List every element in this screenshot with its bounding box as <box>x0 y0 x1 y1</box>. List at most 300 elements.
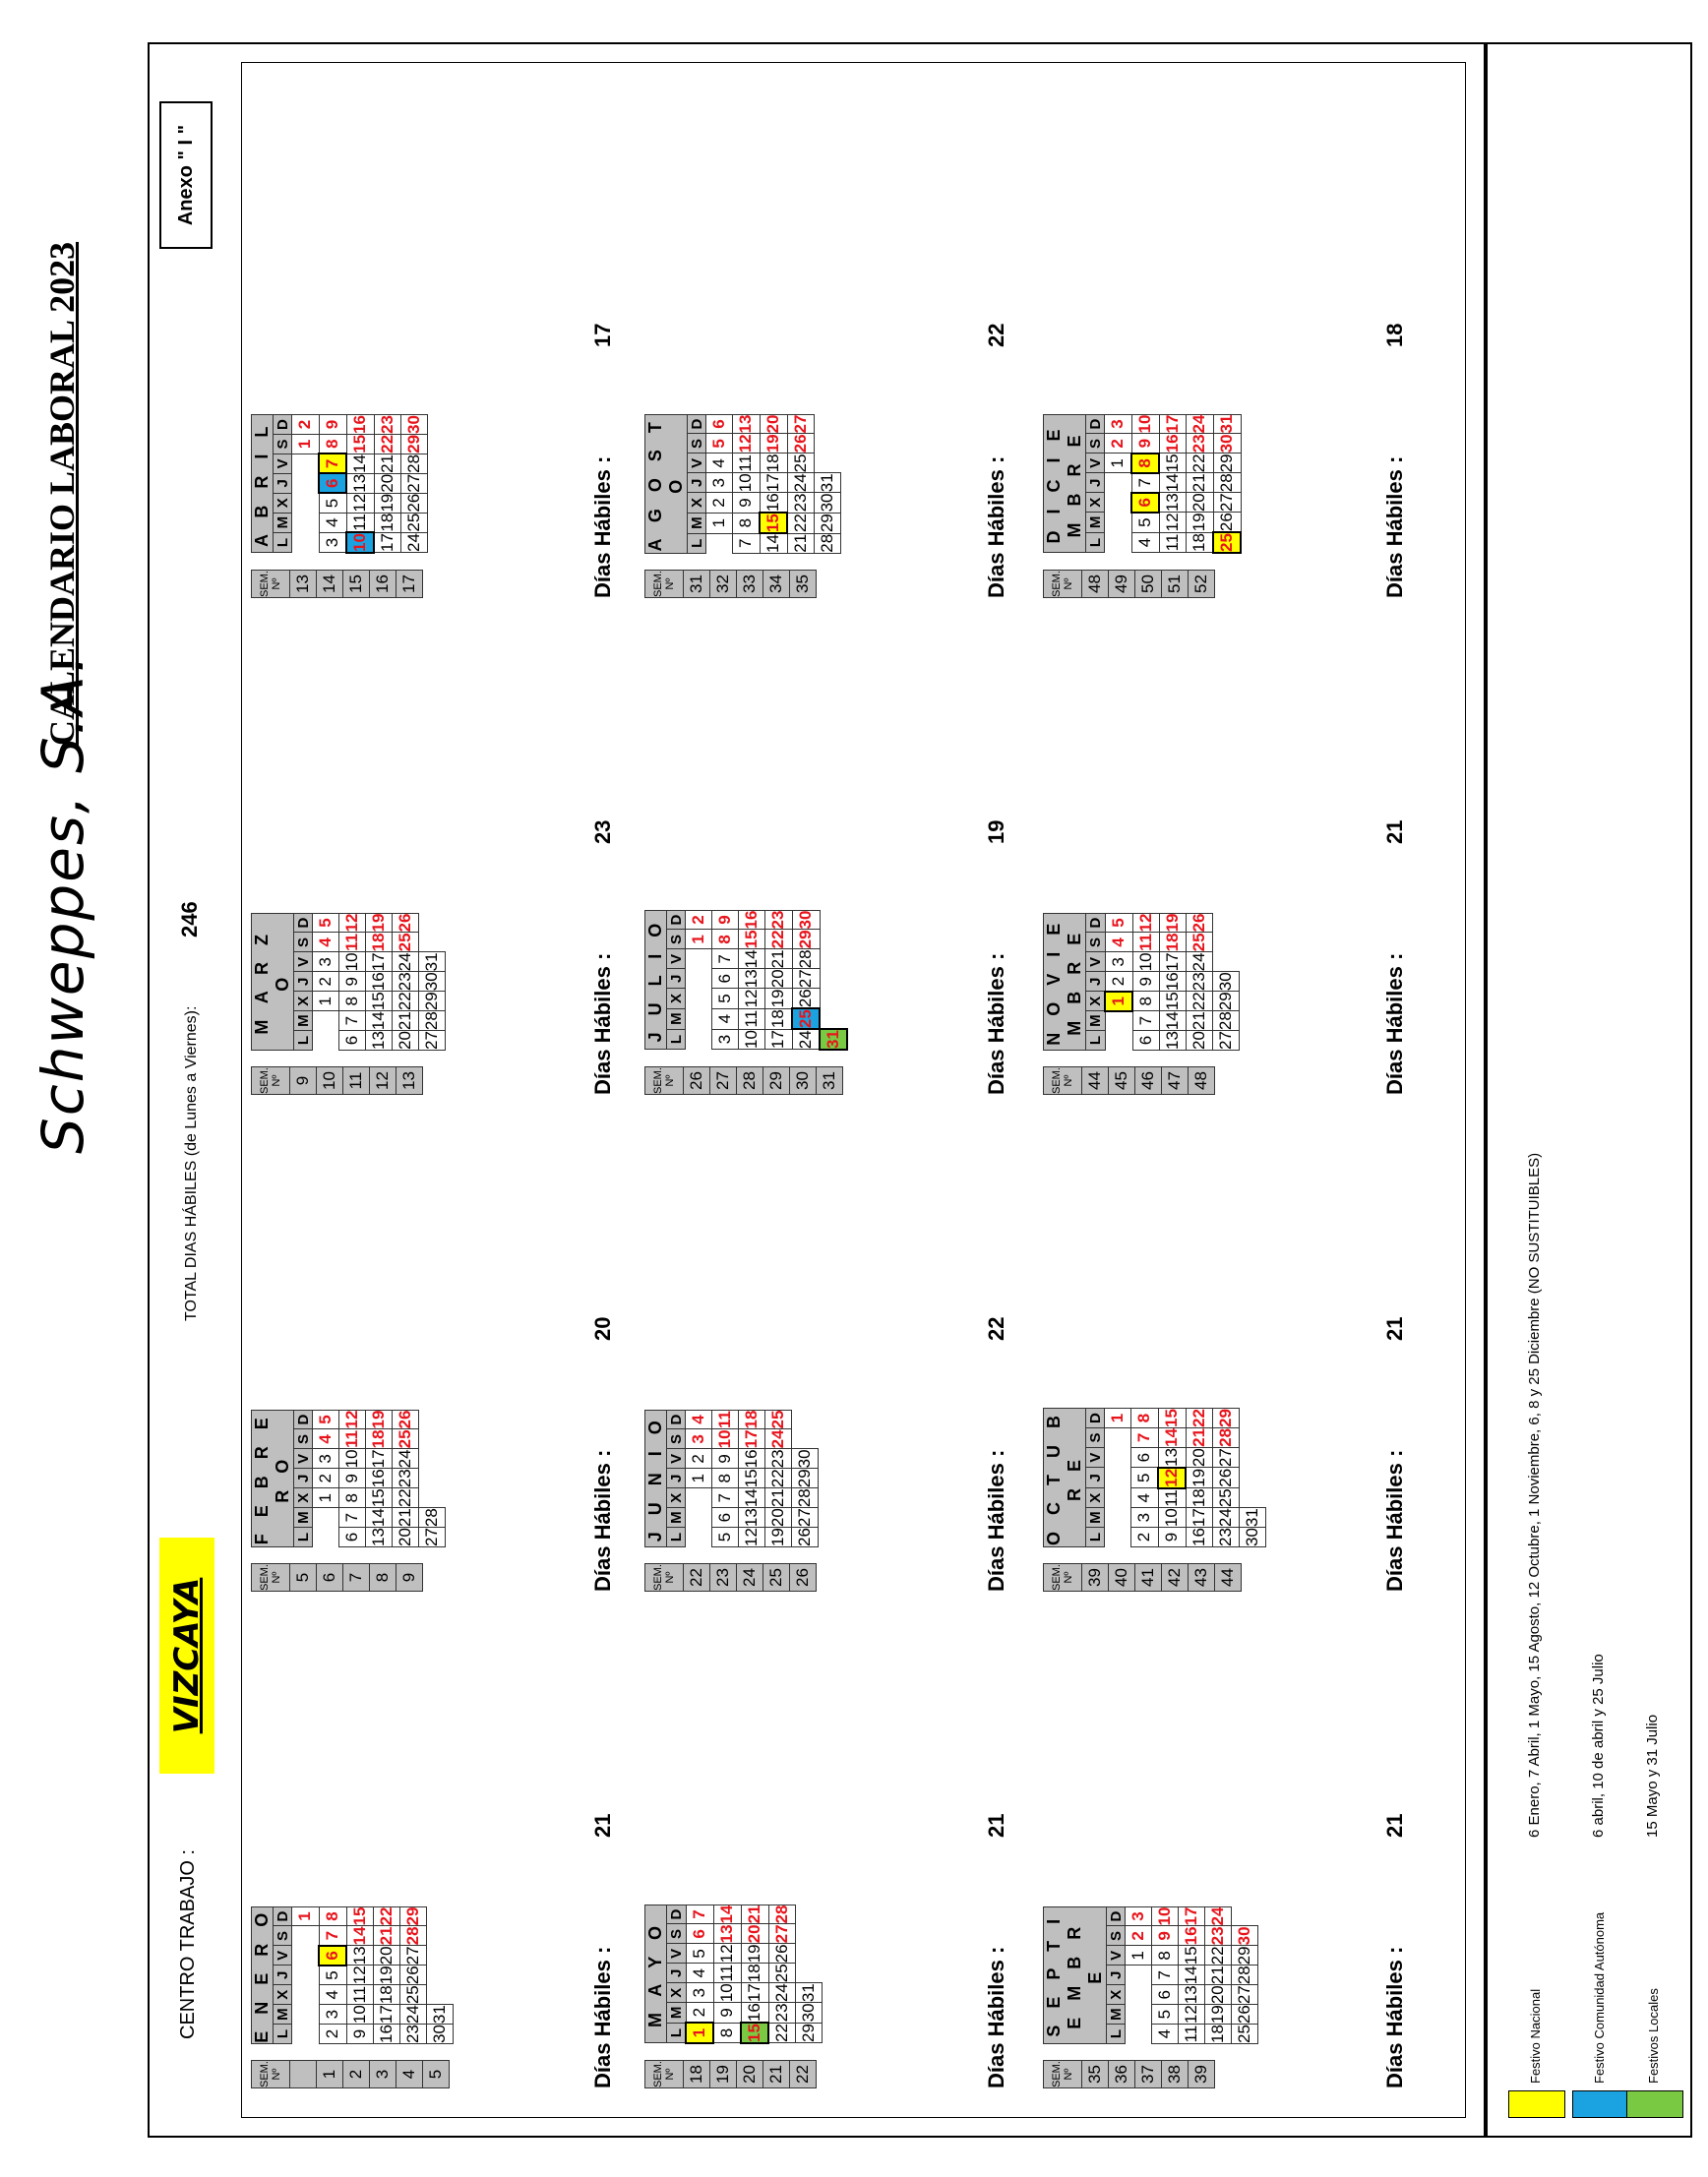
day-cell: 6 <box>686 1924 713 1944</box>
working-days-count: Días Hábiles : 21 <box>1382 819 1407 1095</box>
working-days-count: Días Hábiles : 19 <box>984 819 1008 1095</box>
day-cell: 15 <box>739 930 765 949</box>
week-number: 22 <box>790 2061 817 2088</box>
weekday-header: M <box>274 2005 292 2025</box>
day-cell: 4 <box>706 454 733 473</box>
day-cell: 4 <box>1152 2025 1179 2044</box>
week-number: 40 <box>1109 1564 1135 1592</box>
working-days-count: Días Hábiles : 23 <box>590 819 615 1095</box>
empty-cell <box>313 1508 339 1528</box>
day-cell: 30 <box>1240 1528 1266 1547</box>
week-number-column <box>1043 2060 1215 2088</box>
weekday-header: D <box>667 1410 686 1429</box>
month-name: A B R I L <box>252 415 274 553</box>
legend <box>1486 42 1692 2138</box>
weekday-header: D <box>667 1905 687 1924</box>
weekday-header: D <box>688 414 706 434</box>
week-number: 29 <box>763 1067 790 1095</box>
month-name: F E B R E R O <box>252 1410 294 1546</box>
day-cell: 16 <box>1159 434 1187 454</box>
day-cell: 2 <box>319 2025 346 2044</box>
day-cell: 23 <box>768 2003 796 2023</box>
empty-cell <box>1213 933 1240 952</box>
day-cell: 8 <box>319 1906 346 1926</box>
week-number: 2 <box>343 2061 370 2088</box>
day-cell: 2 <box>686 2003 713 2023</box>
day-cell: 31 <box>1240 1508 1266 1528</box>
week-number: 5 <box>423 2061 450 2088</box>
weekday-header: X <box>274 1985 292 2005</box>
empty-cell <box>313 1031 339 1051</box>
day-cell: 21 <box>741 1905 768 1924</box>
day-cell: 25 <box>1187 933 1213 952</box>
weekday-header: V <box>294 1449 313 1469</box>
week-number: 15 <box>343 571 370 598</box>
day-cell: 17 <box>366 1449 393 1469</box>
day-cell: 23 <box>765 910 793 930</box>
weekday-header: X <box>1086 992 1106 1011</box>
day-cell: 9 <box>733 493 761 513</box>
day-cell: 6 <box>1152 1985 1179 2005</box>
week-header: SEM. Nº <box>1044 571 1082 598</box>
working-days-value: 19 <box>984 819 1008 844</box>
day-cell: 26 <box>393 1410 419 1429</box>
holiday-cell: 25 <box>792 1008 820 1029</box>
month-calendar <box>644 910 848 1051</box>
day-cell: 6 <box>1132 1031 1160 1051</box>
day-cell: 9 <box>1132 972 1160 992</box>
day-cell: 17 <box>1186 1508 1213 1528</box>
week-number: 37 <box>1135 2061 1162 2088</box>
day-cell: 1 <box>313 1488 339 1508</box>
day-cell: 9 <box>712 1449 739 1469</box>
day-cell: 3 <box>319 2005 346 2025</box>
day-cell: 26 <box>401 493 428 513</box>
day-cell: 16 <box>1186 1528 1213 1547</box>
day-cell: 26 <box>1213 1468 1240 1488</box>
day-cell: 27 <box>792 1508 819 1528</box>
week-number: 16 <box>370 571 396 598</box>
empty-cell <box>313 1528 339 1547</box>
empty-cell <box>1213 913 1240 933</box>
day-cell: 25 <box>393 933 419 952</box>
empty-cell <box>292 454 320 473</box>
empty-cell <box>820 930 847 949</box>
empty-cell <box>292 493 320 513</box>
week-number: 35 <box>790 571 817 598</box>
empty-cell <box>686 1508 712 1528</box>
day-cell: 7 <box>1132 1011 1160 1031</box>
day-cell: 11 <box>346 1985 374 2005</box>
weekday-header: D <box>274 415 292 435</box>
empty-cell <box>419 1488 446 1508</box>
day-cell: 22 <box>1187 992 1213 1011</box>
day-cell: 20 <box>393 1528 419 1547</box>
day-cell: 15 <box>1159 454 1187 473</box>
day-cell: 20 <box>1187 1031 1213 1051</box>
day-cell: 13 <box>1179 1985 1205 2005</box>
day-cell: 16 <box>739 1449 765 1469</box>
empty-cell <box>792 1429 819 1449</box>
day-cell: 22 <box>374 1906 400 1926</box>
day-cell: 25 <box>787 454 815 473</box>
weekday-header: J <box>667 969 686 989</box>
day-cell: 22 <box>393 1488 419 1508</box>
weekday-header: D <box>1086 414 1105 434</box>
working-days-count: Días Hábiles : 17 <box>590 323 615 598</box>
weekday-header: M <box>1086 1508 1105 1528</box>
day-cell: 12 <box>339 913 366 933</box>
day-cell: 9 <box>1131 434 1159 454</box>
day-cell: 24 <box>1213 1508 1240 1528</box>
weekday-header: M <box>667 1508 686 1528</box>
day-cell: 21 <box>787 533 815 553</box>
day-cell: 25 <box>393 1429 419 1449</box>
working-days-value: 21 <box>984 1813 1008 1838</box>
day-cell: 27 <box>1213 493 1241 513</box>
week-number: 34 <box>763 571 790 598</box>
day-cell: 18 <box>1205 2025 1232 2044</box>
empty-cell <box>820 910 847 930</box>
day-cell: 22 <box>1186 1409 1213 1428</box>
day-cell: 11 <box>1179 2025 1205 2044</box>
day-cell: 19 <box>1187 513 1214 532</box>
empty-cell <box>796 1964 823 1983</box>
day-cell: 22 <box>1187 454 1214 473</box>
day-cell: 14 <box>739 1488 765 1508</box>
day-cell: 28 <box>400 1926 427 1946</box>
day-cell: 15 <box>1160 992 1187 1011</box>
empty-cell <box>820 969 847 989</box>
day-cell: 23 <box>374 415 401 435</box>
empty-cell <box>427 1906 454 1926</box>
working-days-count: Días Hábiles : 18 <box>1382 323 1407 598</box>
week-number: 30 <box>790 1067 817 1095</box>
day-cell: 23 <box>1187 972 1213 992</box>
weekday-header: S <box>1086 434 1105 454</box>
empty-cell <box>1240 1468 1266 1488</box>
holiday-cell: 10 <box>346 532 374 553</box>
working-days-value: 23 <box>590 819 615 844</box>
day-cell: 19 <box>366 913 393 933</box>
week-number-column <box>1043 1563 1242 1592</box>
day-cell: 21 <box>765 949 793 969</box>
day-cell: 1 <box>1126 1946 1152 1965</box>
empty-cell <box>419 933 446 952</box>
weekday-header: J <box>688 473 706 493</box>
day-cell: 24 <box>787 473 815 493</box>
day-cell: 5 <box>712 1528 739 1547</box>
day-cell: 19 <box>760 434 787 454</box>
week-header: SEM. Nº <box>645 1067 684 1095</box>
empty-cell <box>1126 1985 1152 2005</box>
empty-cell <box>1213 952 1240 972</box>
weekday-header: M <box>688 513 706 533</box>
day-cell: 10 <box>1131 414 1159 434</box>
day-cell: 25 <box>1213 1488 1240 1508</box>
weekday-header: L <box>274 2025 292 2044</box>
empty-cell <box>419 913 446 933</box>
day-cell: 24 <box>1205 1906 1232 1926</box>
day-cell: 14 <box>1160 1011 1187 1031</box>
empty-cell <box>1126 1965 1152 1985</box>
day-cell: 7 <box>686 1905 713 1924</box>
day-cell: 13 <box>366 1031 393 1051</box>
day-cell: 23 <box>393 1469 419 1488</box>
week-number-column <box>644 1066 843 1095</box>
legend-swatch <box>1572 2090 1629 2118</box>
day-cell: 22 <box>1205 1946 1232 1965</box>
day-cell: 17 <box>739 1429 765 1449</box>
working-days-value: 21 <box>1382 1813 1407 1838</box>
empty-cell <box>686 1008 712 1029</box>
empty-cell <box>419 1429 446 1449</box>
day-cell: 28 <box>792 1488 819 1508</box>
month-calendar <box>1043 913 1240 1051</box>
day-cell: 17 <box>1179 1906 1205 1926</box>
empty-cell <box>292 2005 320 2025</box>
day-cell: 21 <box>393 1508 419 1528</box>
day-cell: 29 <box>400 1906 427 1926</box>
day-cell: 1 <box>313 992 339 1011</box>
empty-cell <box>1105 473 1132 493</box>
weekday-header: L <box>294 1031 313 1051</box>
day-cell: 29 <box>1213 454 1241 473</box>
month-calendar <box>1043 1906 1258 2044</box>
day-cell: 7 <box>733 533 761 553</box>
weekday-header: V <box>688 454 706 473</box>
empty-cell <box>796 1905 823 1924</box>
day-cell: 10 <box>339 952 366 972</box>
weekday-header: L <box>1086 1031 1106 1051</box>
week-number: 7 <box>343 1564 370 1592</box>
day-cell: 12 <box>1179 2005 1205 2025</box>
day-cell: 5 <box>1105 913 1132 933</box>
day-cell: 7 <box>319 1926 346 1946</box>
legend-swatch <box>1626 2090 1683 2118</box>
weekday-header: X <box>1086 493 1105 513</box>
week-number: 21 <box>763 2061 790 2088</box>
week-number: 43 <box>1189 1564 1215 1592</box>
weekday-header: S <box>274 434 292 454</box>
empty-cell <box>820 1008 847 1029</box>
week-header: SEM. Nº <box>252 2061 290 2088</box>
day-cell: 24 <box>393 952 419 972</box>
day-cell: 13 <box>366 1528 393 1547</box>
working-days-value: 22 <box>984 1316 1008 1341</box>
day-cell: 21 <box>374 454 401 473</box>
day-cell: 16 <box>1160 972 1187 992</box>
day-cell: 25 <box>401 513 428 532</box>
weekday-header: J <box>274 1965 292 1985</box>
working-days-value: 20 <box>590 1316 615 1341</box>
week-header: SEM. Nº <box>1044 2061 1082 2088</box>
day-cell: 26 <box>787 434 815 454</box>
day-cell: 24 <box>393 1449 419 1469</box>
day-cell: 28 <box>419 1508 446 1528</box>
day-cell: 27 <box>1213 1447 1240 1467</box>
weekday-header: L <box>1086 532 1105 553</box>
day-cell: 22 <box>374 434 401 454</box>
week-header: SEM. Nº <box>1044 1067 1082 1095</box>
week-number: 48 <box>1189 1067 1215 1095</box>
weekday-header: L <box>274 532 292 553</box>
day-cell: 2 <box>313 972 339 992</box>
weekday-header: D <box>1086 913 1106 933</box>
day-cell: 11 <box>713 1964 741 1983</box>
weekday-header: X <box>274 493 292 513</box>
day-cell: 19 <box>374 493 401 513</box>
week-number: 51 <box>1162 571 1189 598</box>
day-cell: 7 <box>1152 1965 1179 1985</box>
weekday-header: V <box>294 952 313 972</box>
weekday-header: M <box>667 1008 686 1029</box>
day-cell: 1 <box>292 1906 320 1926</box>
day-cell: 28 <box>1213 1011 1240 1031</box>
day-cell: 1 <box>1105 454 1132 473</box>
day-cell: 15 <box>366 992 393 1011</box>
day-cell: 18 <box>765 1008 793 1029</box>
day-cell: 12 <box>346 493 374 513</box>
month-calendar <box>251 913 446 1051</box>
month-name: M A Y O <box>645 1905 667 2043</box>
day-cell: 24 <box>1187 952 1213 972</box>
empty-cell <box>427 1926 454 1946</box>
month-name: J U N I O <box>645 1410 667 1546</box>
day-cell: 24 <box>792 1029 820 1050</box>
day-cell: 14 <box>346 1926 374 1946</box>
week-header: SEM. Nº <box>645 1564 684 1592</box>
day-cell: 26 <box>393 913 419 933</box>
day-cell: 8 <box>713 2023 741 2043</box>
day-cell: 24 <box>1187 414 1214 434</box>
month-name: E N E R O <box>252 1906 272 2043</box>
day-cell: 20 <box>765 969 793 989</box>
empty-cell <box>292 1985 320 2005</box>
empty-cell <box>292 532 320 553</box>
day-cell: 12 <box>739 989 765 1008</box>
week-number: 27 <box>710 1067 737 1095</box>
day-cell: 11 <box>339 1429 366 1449</box>
day-cell: 8 <box>733 513 761 533</box>
day-cell: 17 <box>765 1029 793 1050</box>
empty-cell <box>686 1029 712 1050</box>
week-number: 31 <box>684 571 710 598</box>
legend-description: 6 Enero, 7 Abril, 1 Mayo, 15 Agosto, 12 Octubre, 1 Noviembre, 6, 8 y 25 Diciembre (NO SUSTITUIBLES) <box>1526 1152 1543 1838</box>
day-cell: 11 <box>346 513 374 532</box>
day-cell: 29 <box>796 2023 823 2043</box>
day-cell: 23 <box>1213 1528 1240 1547</box>
work-center-label: CENTRO TRABAJO : <box>177 1849 199 2039</box>
week-number: 13 <box>290 571 317 598</box>
day-cell: 28 <box>1213 1427 1240 1447</box>
week-number: 36 <box>1109 2061 1135 2088</box>
weekday-header: M <box>1086 1011 1106 1031</box>
weekday-header: D <box>274 1906 292 1926</box>
day-cell: 30 <box>427 2025 454 2044</box>
weekday-header: S <box>1107 1926 1126 1946</box>
empty-cell <box>419 1410 446 1429</box>
day-cell: 22 <box>787 513 815 533</box>
day-cell: 2 <box>292 415 320 435</box>
weekday-header: J <box>1086 972 1106 992</box>
empty-cell <box>1105 1427 1131 1447</box>
day-cell: 17 <box>374 2005 400 2025</box>
working-days-value: 21 <box>590 1813 615 1838</box>
legend-description: 15 Mayo y 31 Julio <box>1644 1714 1661 1838</box>
week-number: 19 <box>710 2061 737 2088</box>
working-days-count: Días Hábiles : 21 <box>1382 1316 1407 1592</box>
day-cell: 9 <box>712 910 739 930</box>
week-number-column <box>251 570 423 598</box>
day-cell: 12 <box>1159 513 1187 532</box>
day-cell: 28 <box>1232 1965 1258 1985</box>
holiday-cell: 25 <box>1213 532 1241 553</box>
weekday-header: V <box>274 1946 292 1965</box>
day-cell: 23 <box>1187 434 1214 454</box>
total-working-days-value: 246 <box>177 901 202 937</box>
week-number: 20 <box>737 2061 763 2088</box>
empty-cell <box>1105 1528 1131 1547</box>
day-cell: 20 <box>374 1946 400 1965</box>
week-number: 39 <box>1082 1564 1109 1592</box>
week-number: 26 <box>684 1067 710 1095</box>
month-name: N O V I E M B R E <box>1044 913 1086 1050</box>
day-cell: 16 <box>346 415 374 435</box>
empty-cell <box>686 1528 712 1547</box>
empty-cell <box>1126 2025 1152 2044</box>
month-name: M A R Z O <box>252 913 294 1050</box>
day-cell: 17 <box>741 1983 768 2003</box>
weekday-header: S <box>294 1429 313 1449</box>
day-cell: 5 <box>686 1944 713 1964</box>
day-cell: 4 <box>686 1964 713 1983</box>
day-cell: 15 <box>739 1469 765 1488</box>
day-cell: 29 <box>792 930 820 949</box>
day-cell: 17 <box>1160 952 1187 972</box>
day-cell: 20 <box>1187 493 1214 513</box>
day-cell: 27 <box>419 1528 446 1547</box>
week-number: 35 <box>1082 2061 1109 2088</box>
holiday-cell: 1 <box>686 2023 713 2043</box>
day-cell: 7 <box>712 1488 739 1508</box>
day-cell: 29 <box>1213 992 1240 1011</box>
weekday-header: J <box>667 1964 687 1983</box>
day-cell: 21 <box>374 1926 400 1946</box>
day-cell: 25 <box>1232 2025 1258 2044</box>
day-cell: 5 <box>712 989 739 1008</box>
day-cell: 14 <box>1159 473 1187 493</box>
total-working-days-label: TOTAL DIAS HÁBILES (de Lunes a Viernes): <box>183 1005 200 1321</box>
day-cell: 2 <box>1105 434 1132 454</box>
day-cell: 13 <box>1160 1031 1187 1051</box>
day-cell: 3 <box>1126 1906 1152 1926</box>
day-cell: 23 <box>400 2025 427 2044</box>
day-cell: 16 <box>374 2025 400 2044</box>
working-days-count: Días Hábiles : 21 <box>1382 1813 1407 2088</box>
day-cell: 13 <box>739 969 765 989</box>
week-number: 33 <box>737 571 763 598</box>
day-cell: 13 <box>1159 493 1187 513</box>
weekday-header: X <box>688 493 706 513</box>
weekday-header: V <box>1107 1946 1126 1965</box>
empty-cell <box>686 1488 712 1508</box>
day-cell: 10 <box>713 1983 741 2003</box>
day-cell: 3 <box>313 1449 339 1469</box>
week-number: 44 <box>1215 1564 1242 1592</box>
day-cell: 13 <box>713 1924 741 1944</box>
document-title: CALENDARIO LABORAL 2023 <box>42 241 82 746</box>
